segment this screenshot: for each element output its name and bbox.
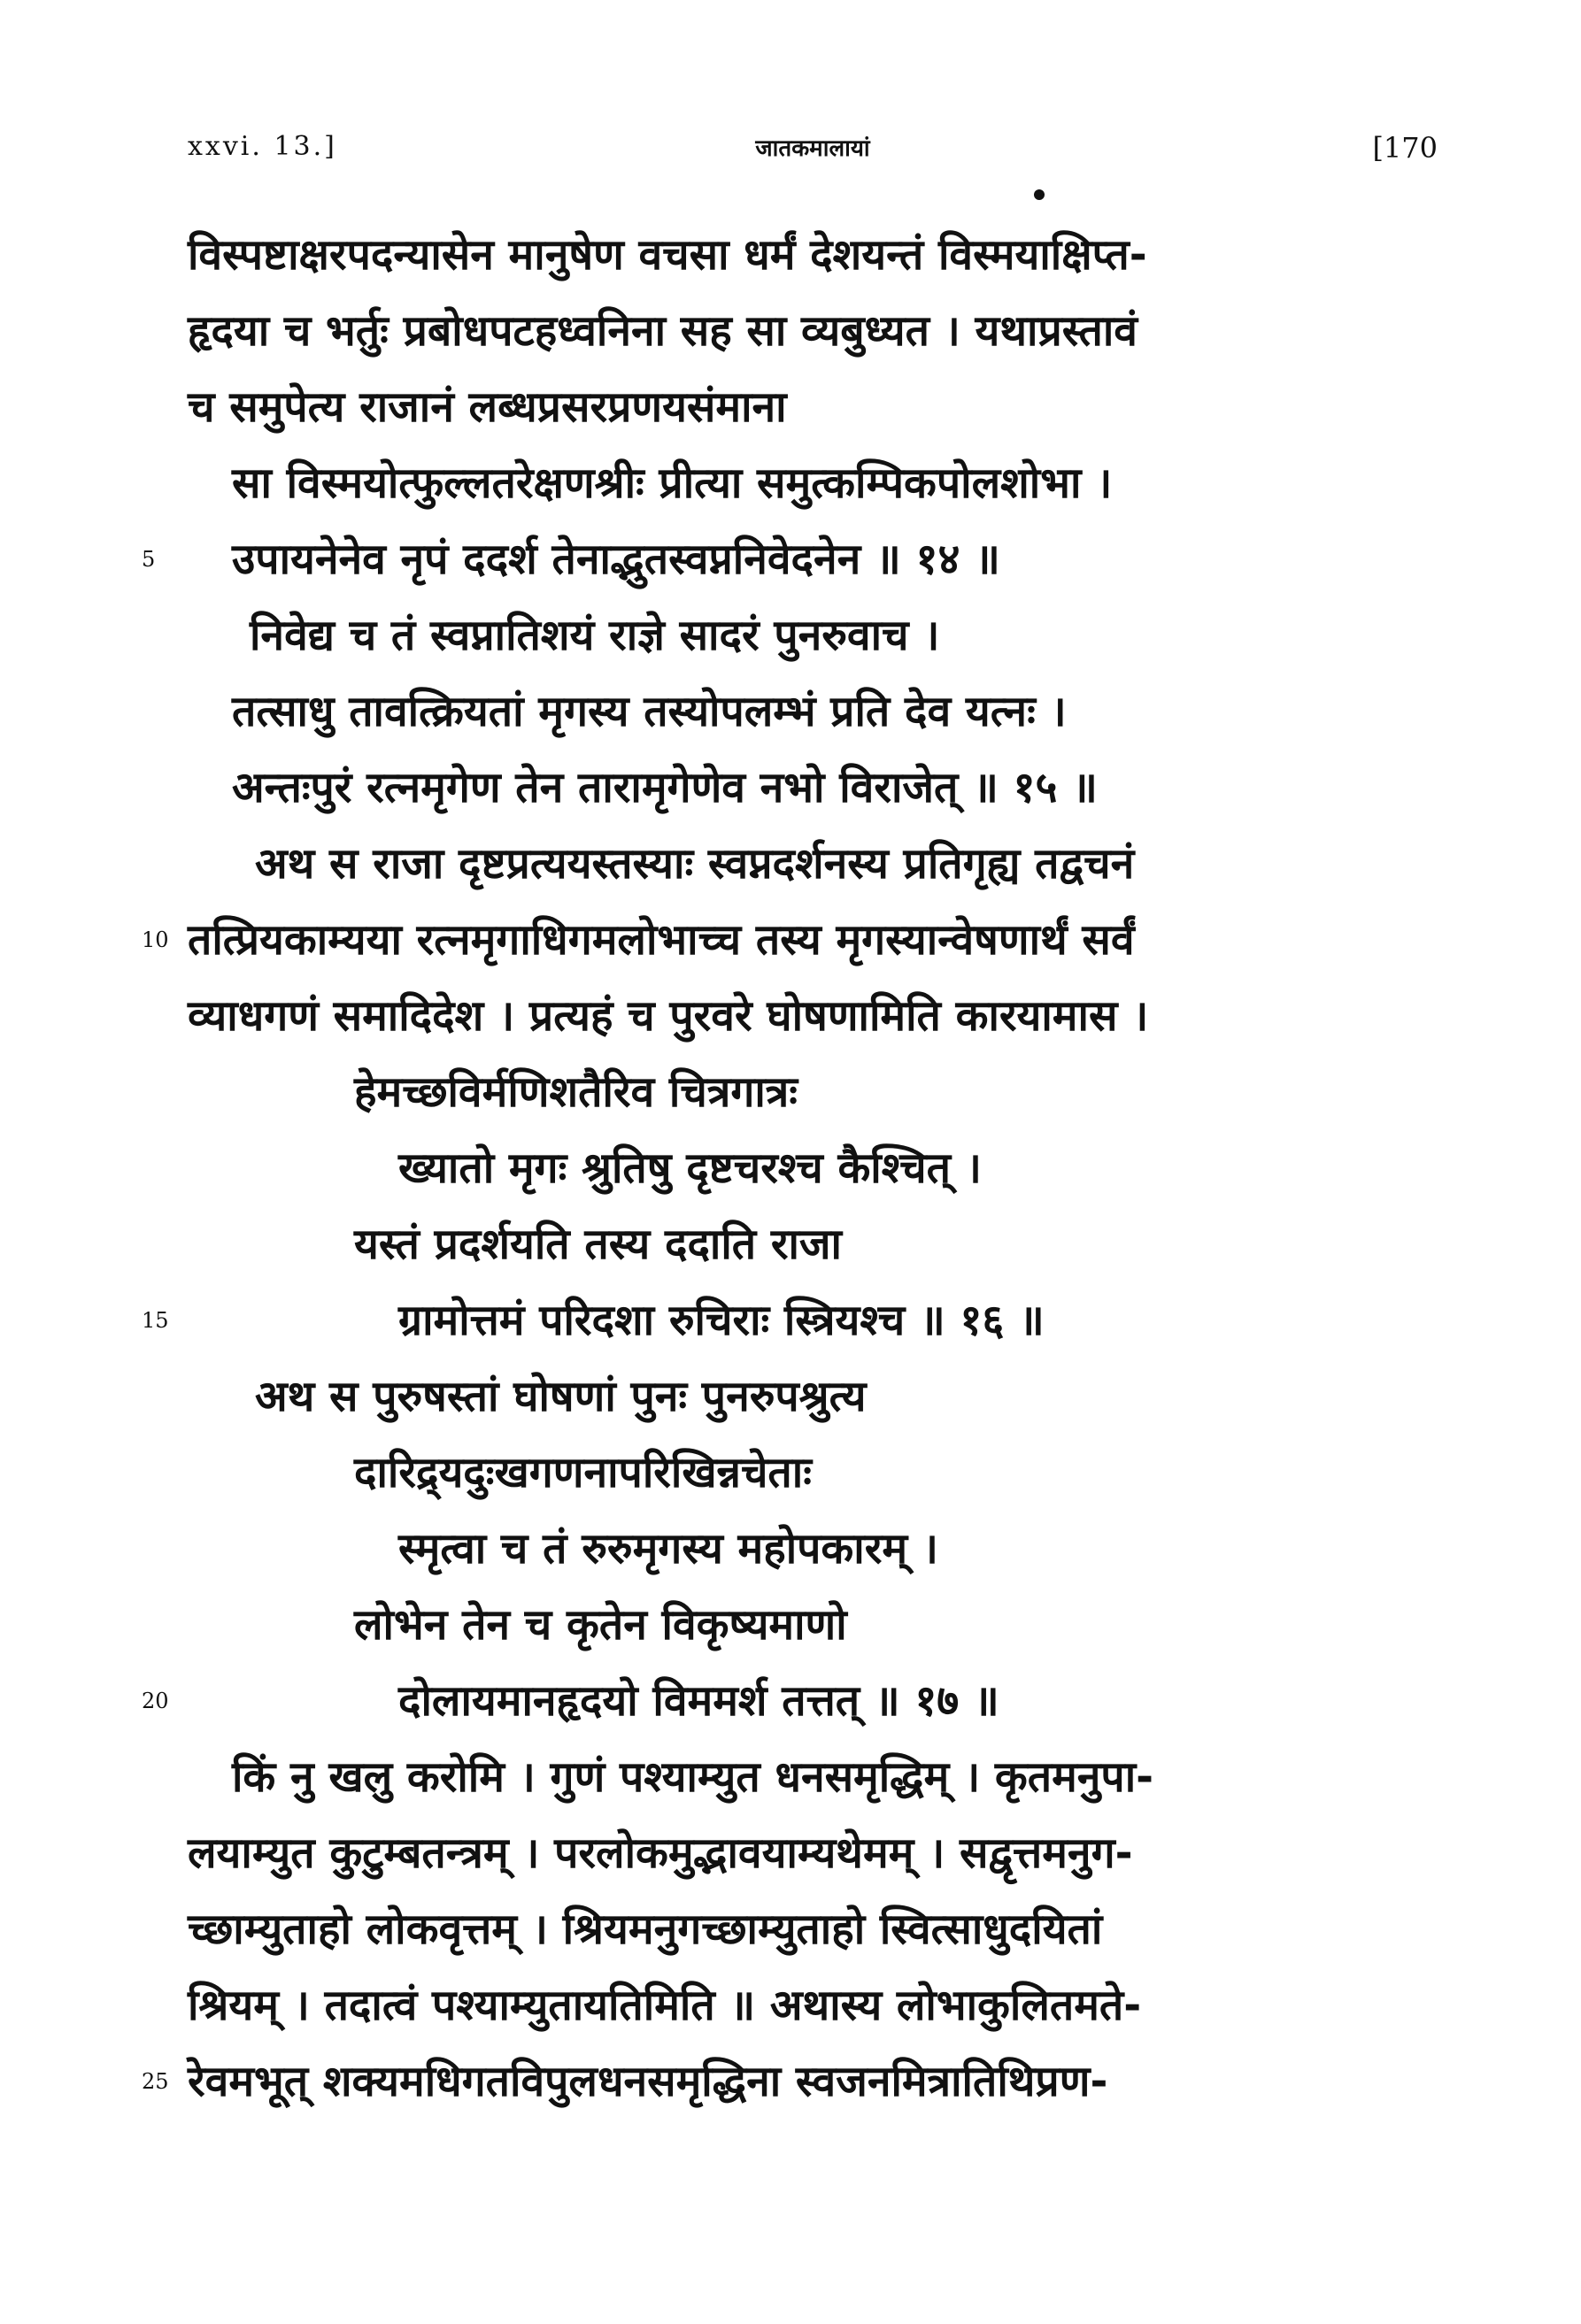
section-reference: xxvi. 13.] (188, 131, 337, 162)
text-line: लयाम्युत कुटुम्बतन्त्रम् । परलोकमुद्भावयाम्यथेमम् । सद्वृत्तमनुग- (188, 1828, 1133, 1878)
line-number: 5 (142, 547, 156, 572)
text-line: उपायनेनेव नृपं ददर्श तेनाद्भुतस्वप्ननिवेदनेन ॥ १४ ॥ (232, 535, 1000, 584)
text-line: तत्साधु तावत्क्रियतां मृगस्य तस्योपलम्भं प्रति देव यत्नः । (232, 687, 1067, 736)
text-line: ग्रामोत्तमं परिदशा रुचिराः स्त्रियश्च ॥ १६ ॥ (398, 1296, 1045, 1345)
text-line: तत्प्रियकाम्यया रत्नमृगाधिगमलोभाच्च तस्य मृगस्यान्वेषणार्थं सर्वं (188, 915, 1135, 965)
text-line: यस्तं प्रदर्शयति तस्य ददाति राजा (354, 1220, 842, 1269)
text-line: अथ स राजा दृष्टप्रत्ययस्तस्याः स्वप्नदर्शनस्य प्रतिगृह्य तद्वचनं (255, 839, 1135, 889)
text-line: निवेद्य च तं स्वप्नातिशयं राज्ञे सादरं पुनरुवाच । (250, 611, 940, 660)
text-line: हेमच्छविर्मणिशतैरिव चित्रगात्रः (354, 1067, 798, 1117)
text-line: च्छाम्युताहो लोकवृत्तम् । श्रियमनुगच्छाम्युताहो स्वित्साधुदयितां (188, 1905, 1103, 1954)
text-line: अन्तःपुरं रत्नमृगेण तेन तारामृगेणेव नभो विराजेत् ॥ १५ ॥ (232, 763, 1098, 812)
text-line: व्याधगणं समादिदेश । प्रत्यहं च पुरवरे घोषणामिति कारयामास । (188, 991, 1149, 1041)
text-line: हृदया च भर्तुः प्रबोधपटहध्वनिना सह सा व्यबुध्यत । यथाप्रस्तावं (188, 306, 1138, 356)
text-line: रेवमभूत् शक्यमधिगतविपुलधनसमृद्धिना स्वजनमित्रातिथिप्रण- (188, 2057, 1108, 2106)
text-line: सा विस्मयोत्फुल्लतरेक्षणश्रीः प्रीत्या समुत्कम्पिकपोलशोभा । (232, 458, 1113, 508)
line-number: 15 (142, 1308, 169, 1333)
page-number: [170 (1372, 131, 1438, 165)
line-number: 20 (142, 1689, 169, 1713)
text-line: दोलायमानहृदयो विममर्श तत्तत् ॥ १७ ॥ (398, 1676, 999, 1726)
line-number: 10 (142, 927, 169, 952)
text-line: विस्पष्टाक्षरपदन्यासेन मानुषेण वचसा धर्मं देशयन्तं विस्मयाक्षिप्त- (188, 230, 1147, 280)
ink-dot (1034, 189, 1045, 200)
text-line: अथ स पुरुषस्तां घोषणां पुनः पुनरुपश्रुत्य (255, 1372, 867, 1421)
text-line: श्रियम् । तदात्वं पश्याम्युतायतिमिति ॥ अथास्य लोभाकुलितमते- (188, 1981, 1142, 2030)
running-title: जातकमालायां (755, 135, 870, 162)
text-line: स्मृत्वा च तं रुरुमृगस्य महोपकारम् । (398, 1524, 938, 1574)
page-header (188, 131, 1438, 184)
text-line: ख्यातो मृगः श्रुतिषु दृष्टचरश्च कैश्चित् । (398, 1143, 982, 1193)
text-line: किं नु खलु करोमि । गुणं पश्याम्युत धनसमृद्धिम् । कृतमनुपा- (232, 1752, 1154, 1802)
text-line: लोभेन तेन च कृतेन विकृष्यमाणो (354, 1600, 847, 1650)
text-line: च समुपेत्य राजानं लब्धप्रसरप्रणयसंमाना (188, 382, 787, 432)
line-number: 25 (142, 2069, 169, 2094)
text-line: दारिद्र्यदुःखगणनापरिखिन्नचेताः (354, 1448, 812, 1497)
